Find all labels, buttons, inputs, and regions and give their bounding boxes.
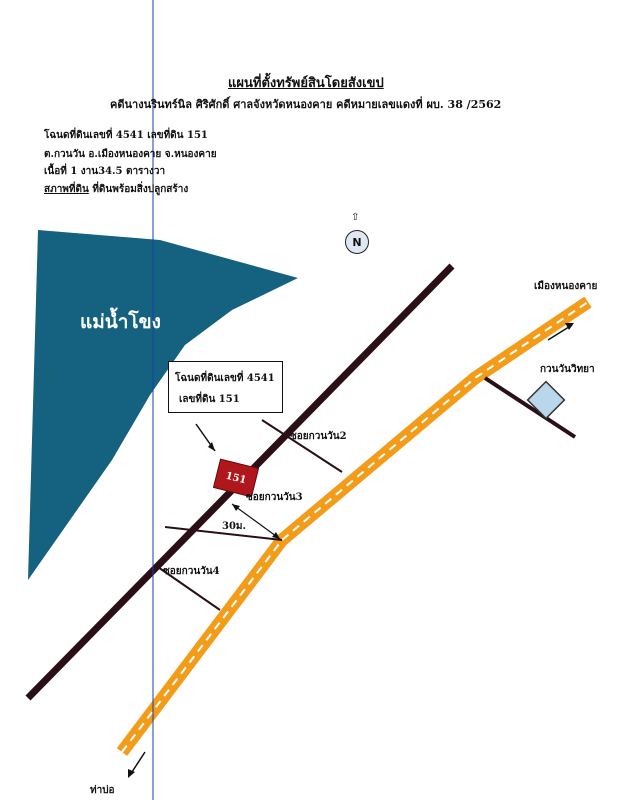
parcel-label: 151 — [224, 470, 248, 486]
condition-value: ที่ดินพร้อมสิ่งปลูกสร้าง — [92, 184, 189, 195]
callout-deed: โฉนดที่ดินเลขที่ 4541 — [175, 373, 275, 384]
callout-parcel-no: เลขที่ดิน 151 — [179, 394, 240, 405]
parcel-callout — [168, 361, 283, 413]
soi-3-label: ซอยกวนวัน3 — [246, 492, 303, 503]
area-info: เนื้อที่ 1 งาน34.5 ตารางวา — [44, 166, 166, 177]
river-label: แม่น้ำโขง — [80, 311, 161, 333]
north-arrow-icon: ⇧ — [351, 212, 360, 223]
north-icon — [345, 230, 369, 254]
school-road — [485, 378, 575, 437]
distance-label: 30ม. — [222, 521, 246, 532]
north-label: N — [352, 235, 362, 249]
soi-4-label: ซอยกวนวัน4 — [163, 566, 220, 577]
distance-arrow-head-a — [232, 504, 240, 511]
destination-sw-label: ท่าบ่อ — [90, 785, 115, 796]
sw-direction-arrowhead — [128, 769, 135, 778]
page-title: แผนที่ตั้งทรัพย์สินโดยสังเขป — [228, 76, 384, 91]
location-info: ต.กวนวัน อ.เมืองหนองคาย จ.หนองคาย — [44, 149, 217, 160]
condition-info — [44, 185, 188, 195]
condition-label: สภาพที่ดิน — [44, 184, 89, 195]
deed-info: โฉนดที่ดินเลขที่ 4541 เลขที่ดิน 151 — [44, 130, 208, 141]
destination-ne-label: เมืองหนองคาย — [534, 281, 598, 292]
school-label: กวนวันวิทยา — [540, 364, 595, 375]
page-subtitle: คดีนางนรินทร์นิล ศิริศักดิ์ ศาลจังหวัดหนองคาย คดีหมายเลขแดงที่ ผบ. 38 /2562 — [110, 98, 502, 111]
soi-2-label: ซอยกวนวัน2 — [290, 431, 347, 442]
school-marker — [528, 382, 565, 419]
